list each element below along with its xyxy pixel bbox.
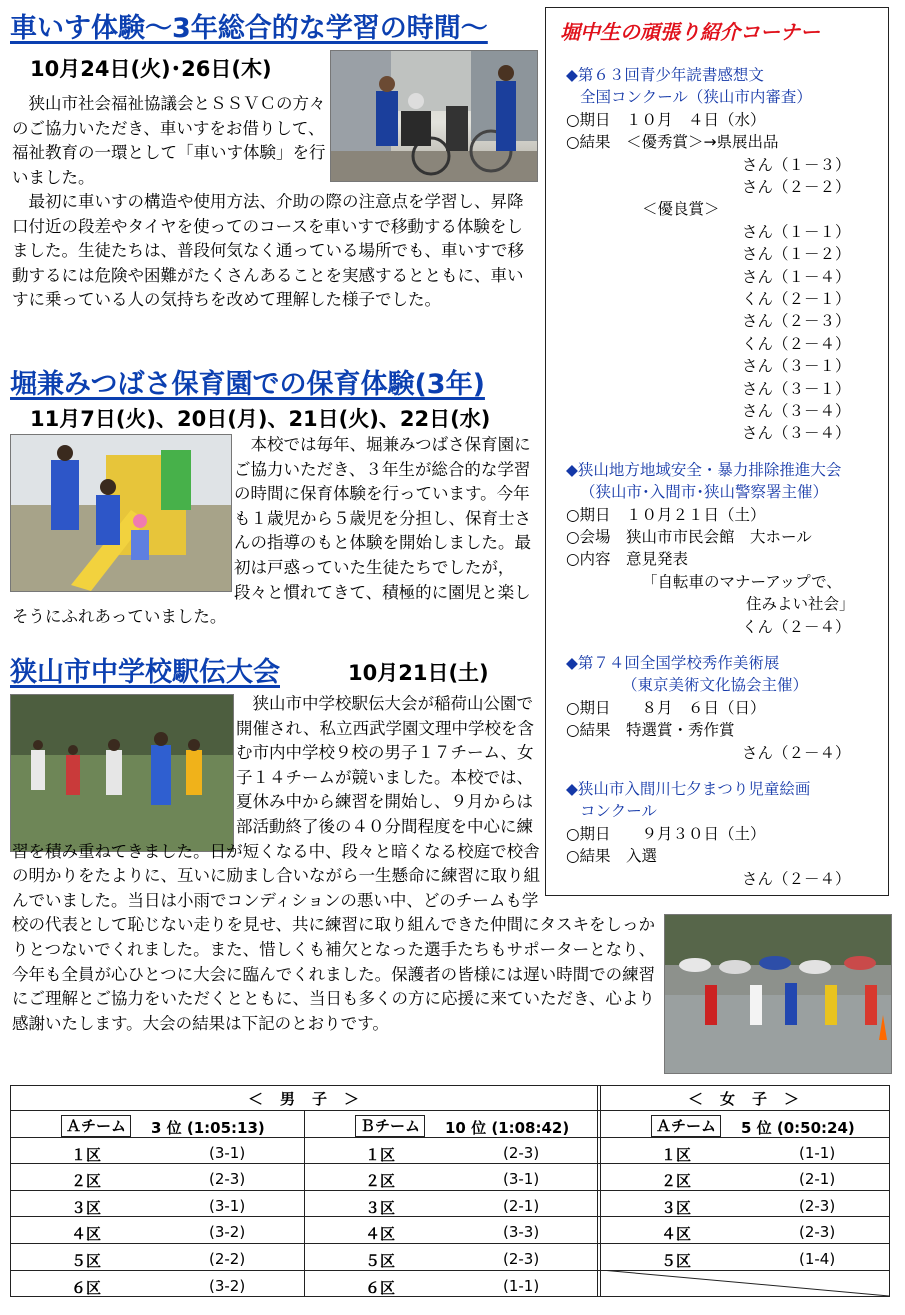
row-line (11, 1296, 889, 1297)
sidebar-line: さん（１－２） (742, 245, 851, 264)
girls-header: ＜ 女 子 ＞ (687, 1090, 800, 1108)
sidebar-line: さん（２－２） (742, 178, 851, 196)
leg-name: ３区 (365, 1198, 396, 1217)
article2-paragraph-text (12, 433, 532, 630)
achievements-sidebar (545, 7, 889, 896)
sidebar-line: さん（３－１） (742, 379, 851, 398)
sidebar-line: くん（２－４） (742, 334, 851, 353)
article2-date: 11月7日(火)、20日(月)、21日(火)、22日(水) (30, 407, 491, 431)
leg-runner: (3-2) (209, 1276, 246, 1295)
leg-name: ５区 (71, 1252, 102, 1270)
rainy-race-photo (664, 914, 892, 1074)
sidebar-line: （東京美術文化協会主催） (622, 676, 809, 695)
leg-name: １区 (71, 1145, 102, 1164)
leg-runner: (3-3) (503, 1223, 540, 1242)
team-result: 3 位 (1:05:13) (151, 1119, 265, 1137)
leg-runner: (2-3) (503, 1143, 540, 1162)
divider-boys-girls-double (600, 1086, 601, 1296)
article1-paragraph-1 (12, 92, 328, 190)
sidebar-line: さん（２－４） (742, 869, 851, 888)
sidebar-line: さん（１－４） (742, 267, 851, 286)
leg-runner: (2-3) (209, 1170, 246, 1189)
leg-name: １区 (365, 1145, 396, 1164)
row-line-header (11, 1110, 889, 1111)
row-line (11, 1216, 889, 1217)
sidebar-line: ◆狭山地方地域安全・暴力排除推進大会 (566, 460, 842, 479)
leg-name: ３区 (71, 1198, 102, 1217)
sidebar-line: コンクール (580, 802, 657, 821)
article1-paragraph-text-2: 最初に車いすの構造や使用方法、介助の際の注意点を学習し、昇降口付近の段差やタイヤを使ってのコースを車いすで移動する体験をしました。生徒たちは、普段何気なく通っている場所でも、車いすで移動するには危険や困難がたくさんあることを実感するとともに、車いすに乗っている人の気持ちを改めて理解した様子でした。 (12, 192, 524, 310)
sidebar-line: さん（３－４） (742, 402, 851, 420)
sidebar-line: さん（１－１） (742, 222, 851, 241)
sidebar-line: ◆第６３回青少年読書感想文 (566, 66, 764, 84)
divider-boys-girls (597, 1086, 598, 1296)
sidebar-line: さん（２－４） (742, 743, 851, 762)
sidebar-line: ○期日 ８月 ６日（日） (566, 698, 766, 717)
wheelchair-scene-image (331, 51, 537, 181)
article2-title: 堀兼みつばさ保育園での保育体験(3年) (10, 369, 485, 400)
row-line (11, 1163, 889, 1164)
article3-photo-wrap (12, 692, 236, 836)
leg-runner: (3-1) (209, 1143, 246, 1162)
sidebar-line: ◆狭山市入間川七夕まつり児童絵画 (566, 780, 811, 798)
article3-date: 10月21日(土) (348, 661, 489, 685)
article2-text: 本校では毎年、堀兼みつばさ保育園にご協力いただき、３年生が総合的な学習の時間に保育体験を行っています。今年も１歳児から５歳児を分担し、保育士さんの指導のもと体験を開始しました。最初は戸惑っていた生徒たちでしたが，段々と慣れてきて、積極的に園児と楽しそうにふれあっていました。 (12, 435, 531, 627)
leg-name: ４区 (71, 1225, 102, 1244)
leg-runner: (1-1) (799, 1143, 836, 1162)
article2-paragraph (12, 433, 532, 630)
sidebar-line: 「自転車のマナーアップで、 (642, 572, 842, 591)
sidebar-line: ○結果 特選賞・秀作賞 (566, 721, 735, 740)
row-line (11, 1243, 889, 1244)
sidebar-line: さん（３－４） (742, 424, 851, 443)
article1-paragraph-text-1: 狭山市社会福祉協議会とＳＳＶＣの方々のご協力いただき、車いすをお借りして、福祉教育の一環として「車いす体験」を行いました。 (12, 94, 326, 187)
article3-text: 狭山市中学校駅伝大会が稲荷山公園で開催され、私立西武学園文理中学校を含む市内中学校９校の男子１７チーム、女子１４チームが競いました。本校では、夏休み中から練習を開始し、９月からは部活動終了後の４０分間程度を中心に練習を積み重ねてきました。日が短くなる中、段々と暗くなる校庭で校舎の明かりをたよりに、互いに励まし合いながら一生懸命に練習に取り組んでいました。当日は小雨でコンディションの悪い中、どのチームも学校の代表として恥じない走りを見せ、共に練習に取り組んできた仲間にタスキをしっかりとつないでくれました。また、惜しくも補欠となった選手たちもサポーターとなり、今年も全員が心ひとつに大会に臨んでくれました。保護者の皆様には遅い時間での練習にご理解とご協力をいただくとともに、当日も多くの方に応援に来ていただき、心より感謝いたします。大会の結果は下記のとおりです。 (12, 694, 656, 1033)
article1-date: 10月24日(火)･26日(木) (30, 57, 272, 81)
sidebar-line: 全国コンクール（狭山市内審査） (580, 88, 812, 107)
leg-runner: (2-3) (503, 1250, 540, 1268)
leg-runner: (2-1) (503, 1196, 540, 1215)
leg-name: ４区 (661, 1225, 692, 1244)
leg-runner: (1-4) (799, 1250, 836, 1268)
team-result: 10 位 (1:08:42) (445, 1119, 570, 1137)
article3-title: 狭山市中学校駅伝大会 (10, 657, 280, 688)
sidebar-line: ○期日 １０月 ４日（水） (566, 110, 766, 129)
leg-runner: (1-1) (503, 1276, 540, 1295)
team-result: 5 位 (0:50:24) (741, 1119, 855, 1137)
sidebar-line: さん（１－３） (742, 155, 851, 174)
sidebar-line: 住みよい社会」 (746, 595, 855, 614)
sidebar-line: さん（２－３） (742, 312, 851, 331)
leg-name: ５区 (365, 1252, 396, 1270)
sidebar-line: ○会場 狭山市市民会館 大ホール (566, 528, 812, 546)
article2-photo-wrap (12, 433, 234, 593)
sidebar-line: ○結果 ＜優秀賞＞→県展出品 (566, 133, 779, 152)
sidebar-line: くん（２－１） (742, 290, 851, 308)
sidebar-line: ◆第７４回全国学校秀作美術展 (566, 654, 780, 672)
row-line (11, 1137, 889, 1138)
leg-name: ３区 (661, 1198, 692, 1217)
sidebar-line: ○期日 ９月３０日（土） (566, 824, 766, 843)
empty-cell-slash (601, 1270, 889, 1296)
leg-runner: (2-1) (799, 1170, 836, 1189)
leg-name: ４区 (365, 1225, 396, 1244)
sidebar-line: ○期日 １０月２１日（土） (566, 505, 766, 524)
article1-paragraph-2 (12, 190, 536, 313)
leg-name: ２区 (71, 1172, 102, 1191)
sidebar-line: くん（２－４） (742, 617, 851, 636)
sidebar-line: ○内容 意見発表 (566, 550, 689, 569)
team-name-box: Ｂチーム (355, 1115, 425, 1137)
leg-name: ２区 (661, 1172, 692, 1191)
leg-runner: (3-1) (503, 1170, 540, 1189)
leg-runner: (2-2) (209, 1250, 246, 1268)
sidebar-line: （狭山市･入間市･狭山警察署主催） (580, 483, 829, 502)
rainy-race-image (665, 915, 891, 1073)
leg-runner: (3-1) (209, 1196, 246, 1215)
leg-runner: (3-2) (209, 1223, 246, 1242)
leg-name: ２区 (365, 1172, 396, 1191)
row-line (11, 1190, 889, 1191)
leg-runner: (2-3) (799, 1196, 836, 1215)
boys-header: ＜ 男 子 ＞ (247, 1090, 360, 1108)
article1-title: 車いす体験～3年総合的な学習の時間～ (10, 13, 488, 44)
leg-name: ６区 (365, 1278, 396, 1297)
wheelchair-photo (330, 50, 538, 182)
leg-name: ６区 (71, 1278, 102, 1297)
team-name-box: Ａチーム (651, 1115, 721, 1137)
leg-name: ５区 (661, 1252, 692, 1270)
ekiden-results-table (10, 1085, 890, 1297)
sidebar-line: さん（３－１） (742, 357, 851, 376)
sidebar-title: 堀中生の頑張り紹介コーナー (560, 20, 820, 44)
divider-boys-teams (304, 1110, 305, 1296)
leg-name: １区 (661, 1145, 692, 1164)
leg-runner: (2-3) (799, 1223, 836, 1242)
team-name-box: Ａチーム (61, 1115, 131, 1137)
sidebar-line: ＜優良賞＞ (642, 200, 720, 219)
sidebar-line: ○結果 入選 (566, 847, 658, 866)
